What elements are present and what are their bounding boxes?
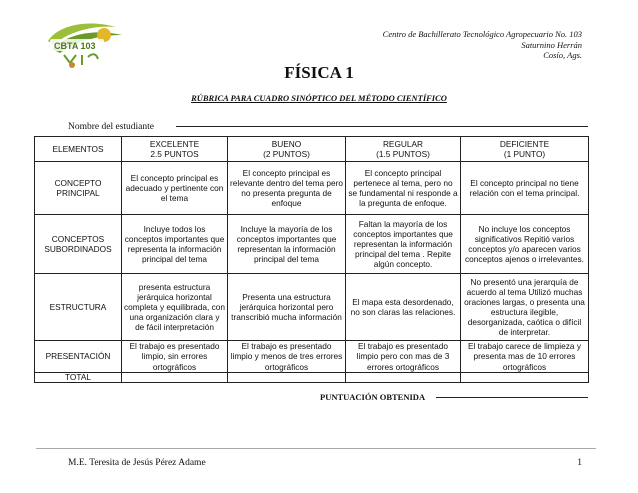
regular-cell: El concepto principal pertenece al tema, pero no se fundamental ni responde a la pregunta de enfoque.	[346, 162, 461, 215]
deficiente-cell: No incluye los conceptos significativos Repitió varios conceptos y/o aparecen varios conceptos ajenos o irrelevantes.	[461, 215, 589, 274]
institution-person: Saturnino Herrán	[521, 39, 582, 50]
regular-cell: Faltan la mayoría de los conceptos importantes que representan la información principal del tema . Repite algún concepto.	[346, 215, 461, 274]
element-cell: CONCEPTO PRINCIPAL	[35, 162, 122, 215]
rubric-subtitle: RÚBRICA PARA CUADRO SINÓPTICO DEL MÉTODO CIENTÍFICO	[191, 93, 447, 103]
student-name-row	[68, 116, 588, 130]
page-title: FÍSICA 1	[284, 63, 354, 82]
excelente-cell: Incluye todos los conceptos importantes que representa la información principal del tema	[122, 215, 228, 274]
total-cell[interactable]	[122, 373, 228, 383]
regular-cell: El mapa esta desordenado, no son claras las relaciones.	[346, 274, 461, 341]
total-cell[interactable]	[346, 373, 461, 383]
element-cell: CONCEPTOS SUBORDINADOS	[35, 215, 122, 274]
score-label: PUNTUACIÓN OBTENIDA	[320, 392, 426, 402]
page-number: 1	[577, 458, 582, 468]
total-cell[interactable]	[228, 373, 346, 383]
excelente-cell: El concepto principal es adecuado y pertinente con el tema	[122, 162, 228, 215]
student-name-line[interactable]	[176, 126, 588, 127]
table-row	[35, 215, 589, 274]
element-cell: PRESENTACIÓN	[35, 341, 122, 373]
excelente-cell: presenta estructura jerárquica horizontal completa y equilibrada, con una organización clara y de fácil interpretación	[122, 274, 228, 341]
header-cell: DEFICIENTE (1 PUNTO)	[461, 137, 589, 162]
deficiente-cell: No presentó una jerarquía de acuerdo al tema Utilizó muchas oraciones largas, o presenta una estructura ilegible, desorganizada, caótica o difícil de interpretar.	[461, 274, 589, 341]
footer-divider	[36, 448, 596, 449]
element-cell: ESTRUCTURA	[35, 274, 122, 341]
bueno-cell: El concepto principal es relevante dentro del tema pero no presenta pregunta de enfoque	[228, 162, 346, 215]
logo-text: CBTA 103	[54, 41, 96, 51]
footer-author: M.E. Teresita de Jesús Pérez Adame	[68, 458, 206, 468]
total-row	[35, 373, 589, 383]
deficiente-cell: El concepto principal no tiene relación con el tema principal.	[461, 162, 589, 215]
bueno-cell: Incluye la mayoría de los conceptos importantes que representan la información principal del tema	[228, 215, 346, 274]
regular-cell: El trabajo es presentado limpio pero con mas de 3 errores ortográficos	[346, 341, 461, 373]
bueno-cell: Presenta una estructura jerárquica horizontal pero transcribió mucha información	[228, 274, 346, 341]
header-cell: ELEMENTOS	[35, 137, 122, 162]
rubric-table	[34, 136, 589, 383]
bueno-cell: El trabajo es presentado limpio y menos de tres errores ortográficos	[228, 341, 346, 373]
excelente-cell: El trabajo es presentado limpio, sin errores ortográficos	[122, 341, 228, 373]
header-cell: BUENO (2 PUNTOS)	[228, 137, 346, 162]
table-header-row	[35, 137, 589, 162]
header-info	[383, 29, 582, 61]
score-line[interactable]	[436, 397, 588, 398]
table-row	[35, 274, 589, 341]
institution-location: Cosío, Ags.	[543, 50, 582, 60]
deficiente-cell: El trabajo carece de limpieza y presenta mas de 10 errores ortográficos	[461, 341, 589, 373]
total-cell[interactable]	[461, 373, 589, 383]
score-row	[320, 387, 588, 401]
institution-name: Centro de Bachillerato Tecnológico Agropecuario No. 103	[382, 29, 582, 39]
header-cell: EXCELENTE 2.5 PUNTOS	[122, 137, 228, 162]
table-row	[35, 341, 589, 373]
student-name-label: Nombre del estudiante	[68, 122, 155, 132]
header-cell: REGULAR (1.5 PUNTOS)	[346, 137, 461, 162]
table-row	[35, 162, 589, 215]
total-label: TOTAL	[35, 373, 122, 383]
